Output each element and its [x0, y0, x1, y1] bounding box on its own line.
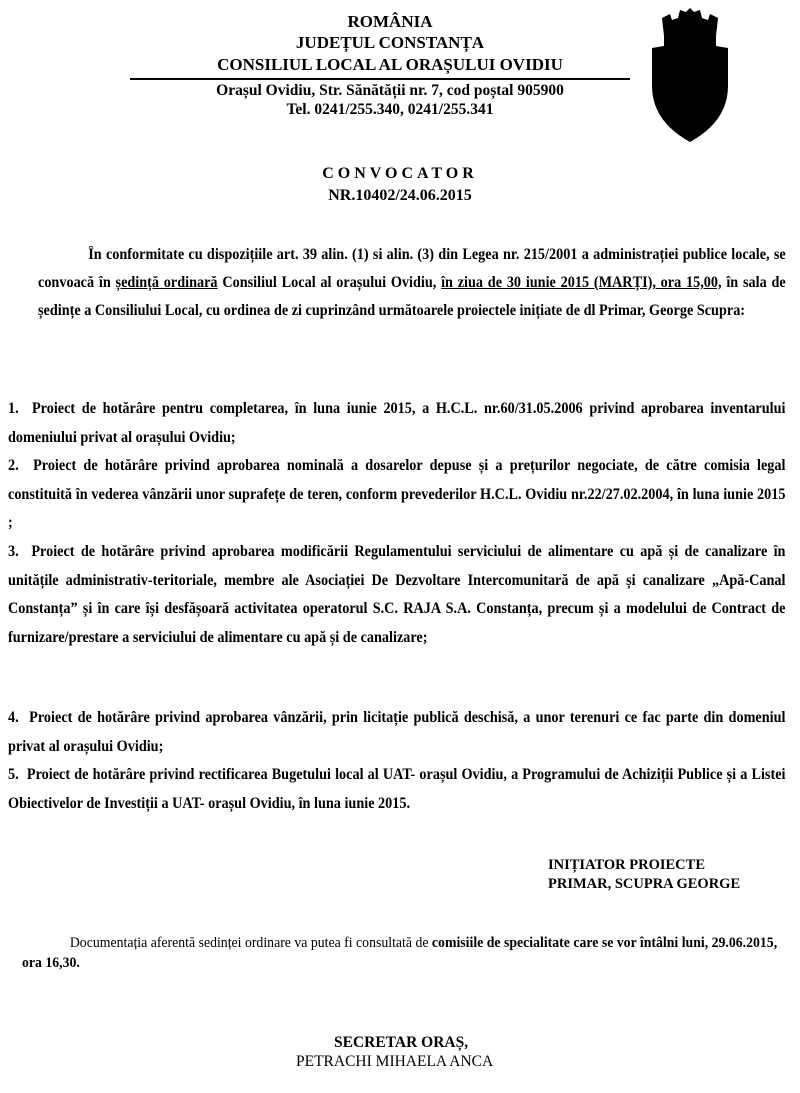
agenda-item-4: 4. Proiect de hotărâre privind aprobarea vânzării, prin licitație publică deschisă, a unor terenuri ce fac parte din domeniul privat al orașului Ovidiu;: [8, 709, 786, 755]
document-title: CONVOCATOR: [322, 165, 478, 182]
intro-paragraph: În conformitate cu dispozițiile art. 39 alin. (1) si alin. (3) din Legea nr. 215/2001 a administrației publice locale, se convoacă în ședință ordinară Consiliul Local al orașului Ovidiu, în ziua de 30 iunie 2015 (MARȚI), ora 15,00, în sala de ședințe a Consiliului Local, cu ordinea de zi cuprinzând următoarele proiectele inițiate de dl Primar, George Scupra:: [38, 246, 786, 319]
coat-of-arms-icon: [652, 6, 728, 142]
agenda-item-1: 1. Proiect de hotărâre pentru completarea, în luna iunie 2015, a H.C.L. nr.60/31.05.2006 privind aprobarea inventarului domeniului privat al orașului Ovidiu;: [8, 400, 786, 446]
agenda-item-5: 5. Proiect de hotărâre privind rectificarea Bugetului local al UAT- orașul Ovidiu, a Programului de Achiziții Publice și a Listei Obiectivelor de Investiții a UAT- orașul Ovidiu, în luna iunie 2015.: [8, 766, 786, 812]
meeting-type: ședință ordinară: [115, 274, 218, 291]
agenda-item-3: 3. Proiect de hotărâre privind aprobarea modificării Regulamentului serviciului de alimentare cu apă și de canalizare în unitățile administrativ-teritoriale, membre ale Asociației De Dezvoltare Intercomunitară de apă și canalizare „Apă-Canal Constanța” și în care își desfășoară activitatea operatorul S.C. RAJA S.A. Constanța, precum și a modelului de Contract de furnizare/prestare a serviciului de alimentare cu apă și de canalizare;: [8, 543, 786, 646]
secretary-name: PETRACHI MIHAELA ANCA: [296, 1053, 494, 1070]
header-country: ROMÂNIA: [347, 12, 433, 31]
header-divider: [130, 78, 630, 80]
documentation-note: Documentația aferentă sedinței ordinare va putea fi consultată de comisiile de specialitate care se vor întâlni luni, 29.06.2015, ora 16,30.: [22, 935, 778, 971]
meeting-date: în ziua de 30 iunie 2015 (MARȚI), ora 15,00,: [441, 274, 722, 291]
header-county: JUDEȚUL CONSTANȚA: [295, 33, 485, 52]
document-number: NR.10402/24.06.2015: [328, 187, 472, 204]
header-phone: Tel. 0241/255.340, 0241/255.341: [286, 101, 494, 118]
secretary-title: SECRETAR ORAȘ,: [334, 1034, 469, 1051]
agenda-item-2: 2. Proiect de hotărâre privind aprobarea nominală a dosarelor depuse și a prețurilor negociate, de către comisia legal constituită în vederea vânzării unor suprafețe de teren, conform prevederilor H.C.L. Ovidiu nr.22/27.02.2004, în luna iunie 2015 ;: [8, 457, 786, 532]
header-address: Orașul Ovidiu, Str. Sănătății nr. 7, cod poștal 905900: [216, 82, 564, 99]
initiator-name: PRIMAR, SCUPRA GEORGE: [548, 876, 741, 892]
secretary-block: [296, 1033, 493, 1071]
header-council: CONSILIUL LOCAL AL ORAȘULUI OVIDIU: [217, 55, 563, 74]
initiator-title: INIȚIATOR PROIECTE: [548, 857, 705, 873]
